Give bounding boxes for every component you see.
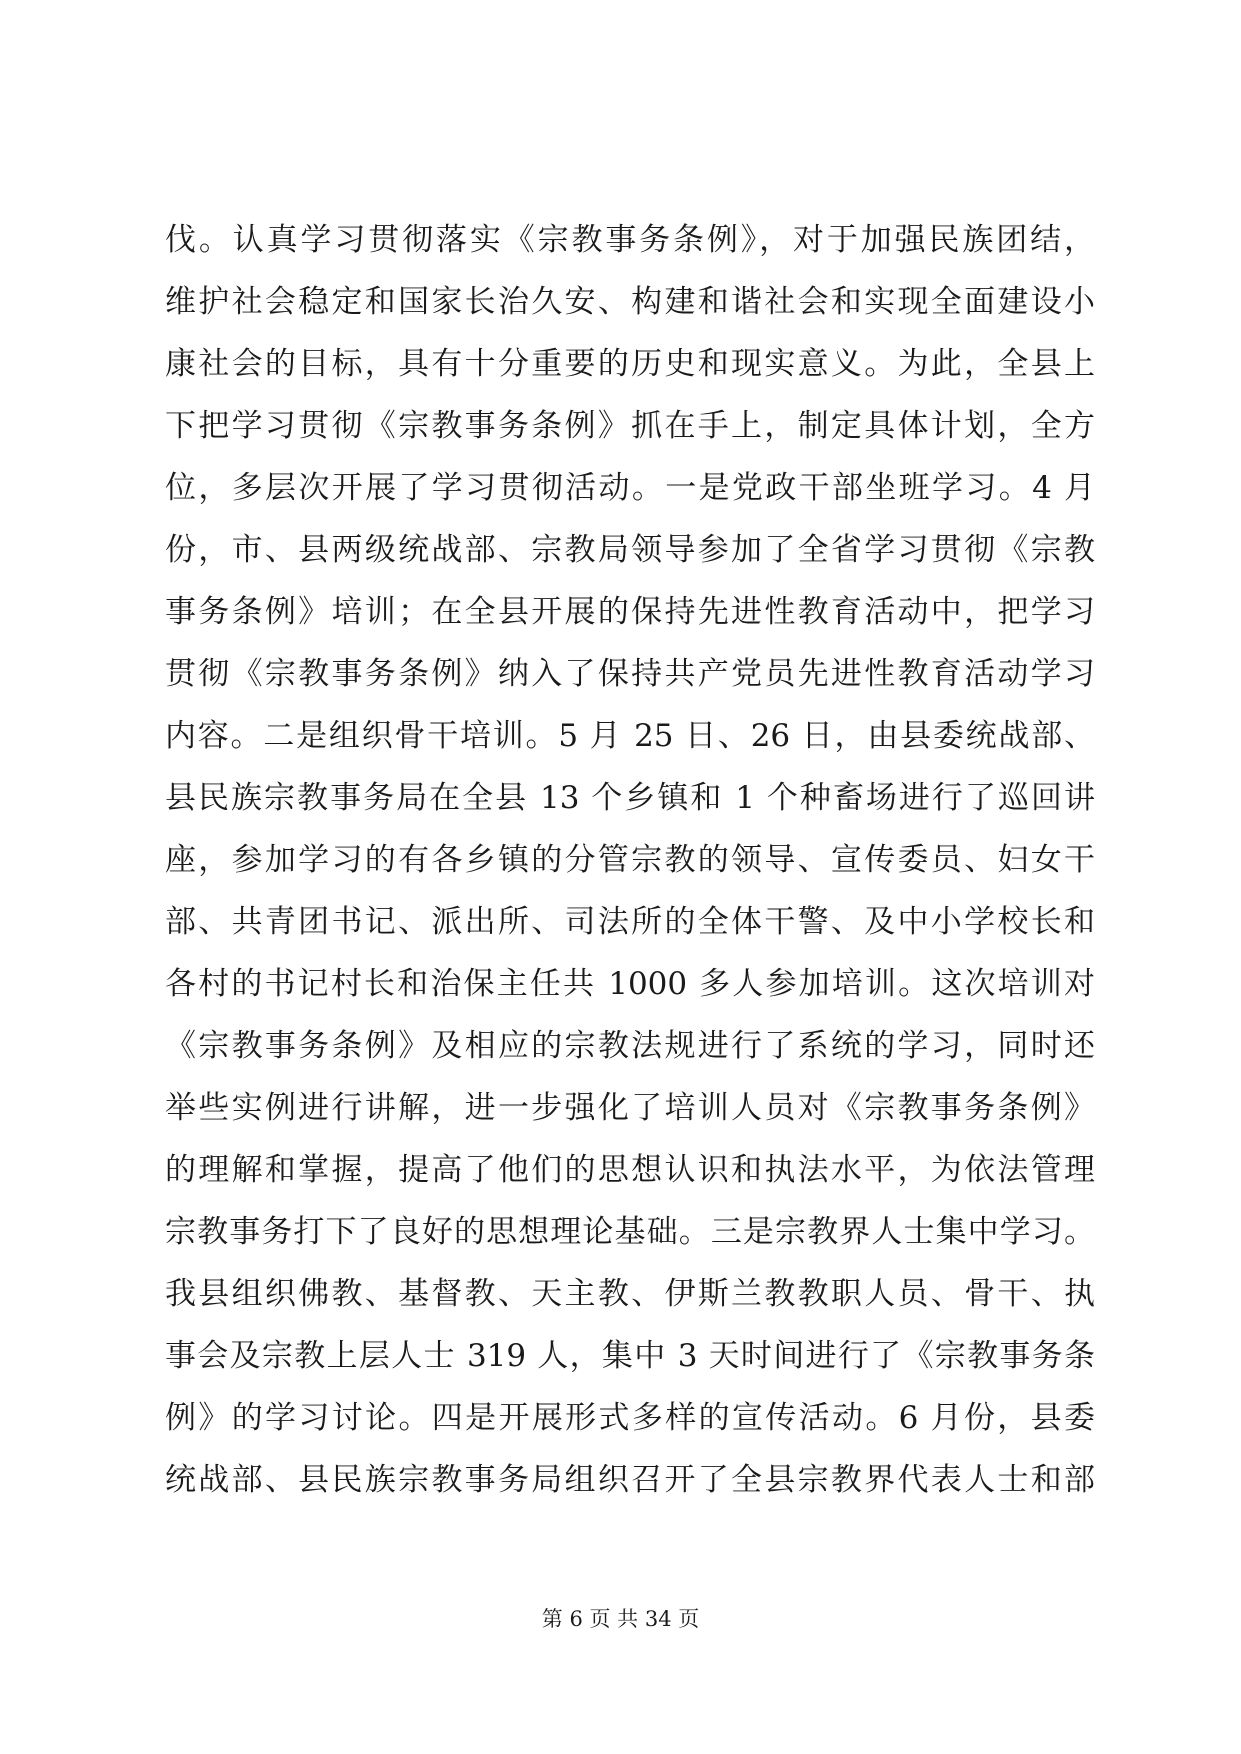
text-line: 位，多层次开展了学习贯彻活动。一是党政干部坐班学习。4 月 [165,470,1095,506]
text-line: 伐。认真学习贯彻落实《宗教事务条例》，对于加强民族团结， [165,222,1095,258]
text-line: 各村的书记村长和治保主任共 1000 多人参加培训。这次培训对 [165,966,1095,1002]
text-line: 例》的学习讨论。四是开展形式多样的宣传活动。6 月份，县委 [165,1400,1095,1436]
text-line: 部、共青团书记、派出所、司法所的全体干警、及中小学校长和 [165,904,1095,940]
text-line: 事务条例》培训；在全县开展的保持先进性教育活动中，把学习 [165,594,1095,630]
text-line: 康社会的目标，具有十分重要的历史和现实意义。为此，全县上 [165,346,1095,382]
text-line: 宗教事务打下了良好的思想理论基础。三是宗教界人士集中学习。 [165,1214,1095,1250]
text-line: 举些实例进行讲解，进一步强化了培训人员对《宗教事务条例》 [165,1090,1095,1126]
text-line: 统战部、县民族宗教事务局组织召开了全县宗教界代表人士和部 [165,1462,1095,1498]
text-line: 县民族宗教事务局在全县 13 个乡镇和 1 个种畜场进行了巡回讲 [165,780,1095,816]
text-line: 的理解和掌握，提高了他们的思想认识和执法水平，为依法管理 [165,1152,1095,1188]
text-line: 维护社会稳定和国家长治久安、构建和谐社会和实现全面建设小 [165,284,1095,320]
body-text [165,209,1095,1511]
text-line: 事会及宗教上层人士 319 人，集中 3 天时间进行了《宗教事务条 [165,1338,1095,1374]
text-line: 《宗教事务条例》及相应的宗教法规进行了系统的学习，同时还 [165,1028,1095,1064]
text-line: 座，参加学习的有各乡镇的分管宗教的领导、宣传委员、妇女干 [165,842,1095,878]
text-line: 内容。二是组织骨干培训。5 月 25 日、26 日，由县委统战部、 [165,718,1095,754]
page-number-footer: 第 6 页 共 34 页 [541,1607,700,1631]
text-line: 份，市、县两级统战部、宗教局领导参加了全省学习贯彻《宗教 [165,532,1095,568]
text-line: 下把学习贯彻《宗教事务条例》抓在手上，制定具体计划，全方 [165,408,1095,444]
text-line: 贯彻《宗教事务条例》纳入了保持共产党员先进性教育活动学习 [165,656,1095,692]
text-line: 我县组织佛教、基督教、天主教、伊斯兰教教职人员、骨干、执 [165,1276,1095,1312]
